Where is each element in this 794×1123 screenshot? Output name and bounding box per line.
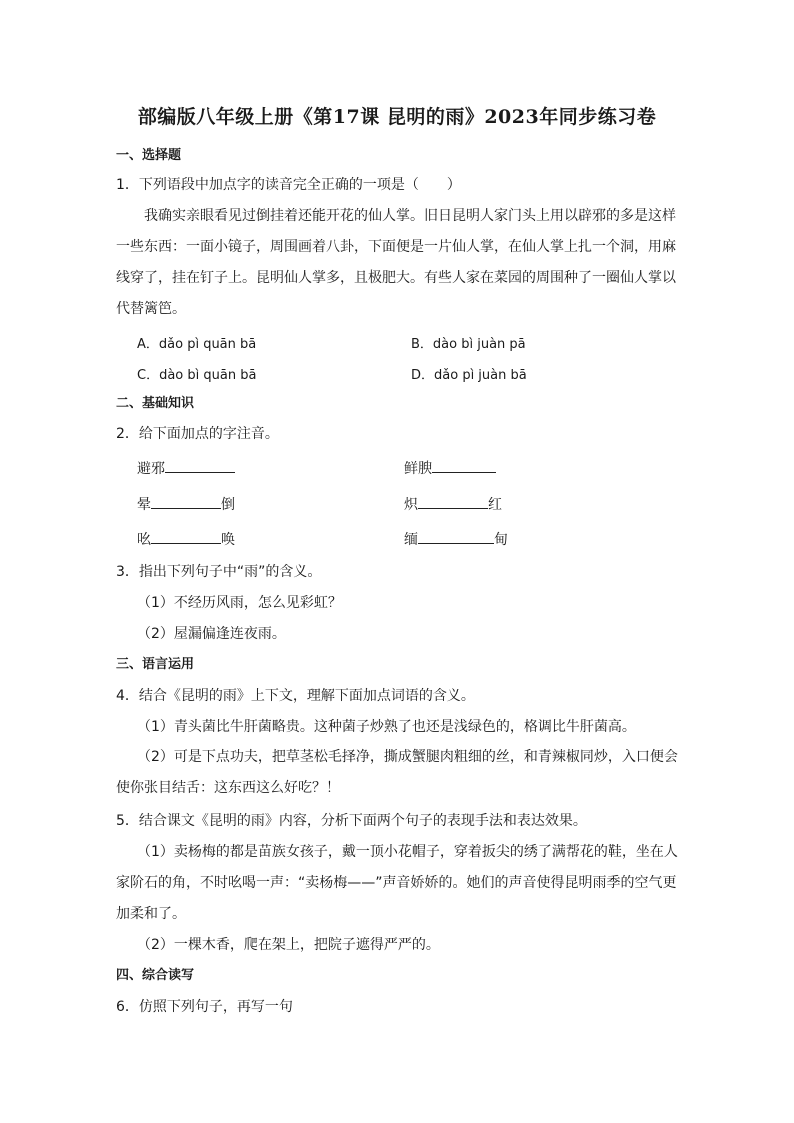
- answer-blank[interactable]: [151, 528, 221, 544]
- pinyin-word-part: 红: [488, 497, 502, 513]
- pinyin-word: 鲜腴: [404, 461, 432, 477]
- passage-text: 我确实亲眼看见过倒挂着还能开花的仙人掌。旧日昆明人家门头上用以辟邪的多是这样一些东西：一面小镜子，周围画着八卦，下面便是一片仙人掌，在仙人掌上扎一个洞，用麻线穿了，挂在钉子上。昆明仙人掌多，且极肥大。有些人家在菜园的周围种了一圈仙人掌以代替篱笆。: [116, 208, 676, 317]
- option-b: B．dào bì juàn pā: [411, 337, 526, 352]
- question-5-sentence-2: （2）一棵木香，爬在架上，把院子遮得严严的。: [137, 937, 440, 953]
- pinyin-item-2: [404, 457, 496, 479]
- question-5-sentence-1: [116, 837, 686, 930]
- answer-blank[interactable]: [432, 457, 496, 473]
- question-6-stem: 6．仿照下列句子，再写一句: [116, 999, 293, 1015]
- question-4-sentence-1: （1）青头菌比牛肝菌略贵。这种菌子炒熟了也还是浅绿色的，格调比牛肝菌高。: [137, 719, 636, 735]
- question-2-stem: 2．给下面加点的字注音。: [116, 426, 279, 442]
- question-4-stem: 4．结合《昆明的雨》上下文，理解下面加点词语的含义。: [116, 688, 475, 704]
- question-5-stem: 5．结合课文《昆明的雨》内容，分析下面两个句子的表现手法和表达效果。: [116, 813, 587, 829]
- answer-blank[interactable]: [165, 457, 235, 473]
- pinyin-word: 避邪: [137, 461, 165, 477]
- pinyin-item-3: [137, 493, 235, 515]
- pinyin-word-part: 吆: [137, 532, 151, 548]
- section-heading-comprehensive-writing: 四、综合读写: [116, 968, 195, 983]
- sentence-text: （1）卖杨梅的都是苗族女孩子，戴一顶小花帽子，穿着扳尖的绣了满帮花的鞋，坐在人家阶石的角，不时吆喝一声：“卖杨梅——”声音娇娇的。她们的声音使得昆明雨季的空气更加柔和了。: [116, 844, 678, 922]
- pinyin-item-1: [137, 457, 235, 479]
- option-d: D．dǎo pì juàn bā: [411, 368, 527, 383]
- question-3-stem: 3．指出下列句子中“雨”的含义。: [116, 564, 322, 580]
- option-a: A．dǎo pì quān bā: [137, 337, 257, 352]
- pinyin-item-6: [404, 528, 508, 550]
- question-1-stem: 1．下列语段中加点字的读音完全正确的一项是（ ）: [116, 177, 461, 193]
- question-4-sentence-2: [116, 742, 686, 804]
- answer-blank[interactable]: [418, 528, 494, 544]
- question-1-passage: [116, 201, 686, 325]
- answer-blank[interactable]: [151, 493, 221, 509]
- pinyin-word-part: 倒: [221, 497, 235, 513]
- section-heading-basic-knowledge: 二、基础知识: [116, 396, 195, 411]
- pinyin-word-part: 炽: [404, 497, 418, 513]
- question-3-sentence-1: （1）不经历风雨，怎么见彩虹？: [137, 595, 342, 611]
- pinyin-word-part: 晕: [137, 497, 151, 513]
- pinyin-word-part: 唤: [221, 532, 235, 548]
- section-heading-choice: 一、选择题: [116, 148, 182, 163]
- question-3-sentence-2: （2）屋漏偏逢连夜雨。: [137, 626, 286, 642]
- answer-blank[interactable]: [418, 493, 488, 509]
- pinyin-item-5: [137, 528, 235, 550]
- sentence-text: （2）可是下点功夫，把草茎松毛择净，撕成蟹腿肉粗细的丝，和青辣椒同炒，入口便会使你张目结舌：这东西这么好吃？！: [116, 749, 678, 796]
- pinyin-word-part: 缅: [404, 532, 418, 548]
- option-c: C．dào bì quān bā: [137, 368, 257, 383]
- section-heading-language-use: 三、语言运用: [116, 657, 195, 672]
- pinyin-item-4: [404, 493, 502, 515]
- pinyin-word-part: 甸: [494, 532, 508, 548]
- document-title: 部编版八年级上册《第17课 昆明的雨》2023年同步练习卷: [137, 106, 657, 128]
